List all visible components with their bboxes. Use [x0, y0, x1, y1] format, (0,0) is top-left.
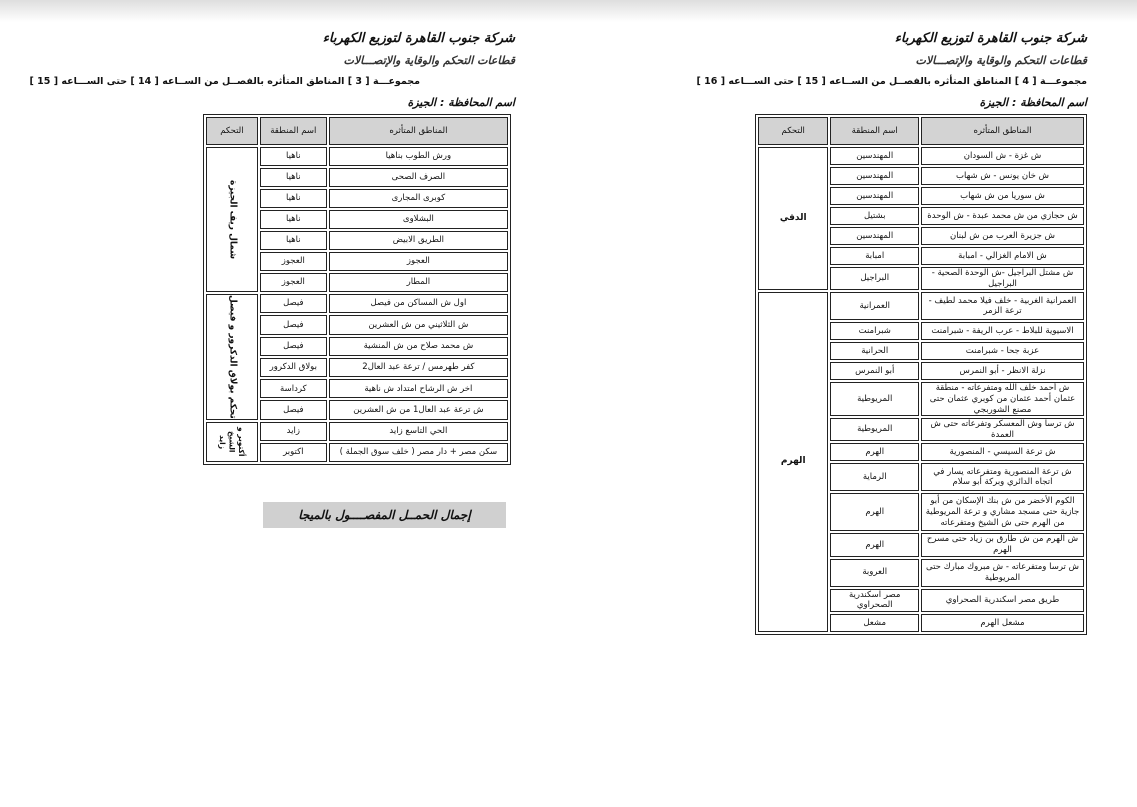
area-cell: الصرف الصحى: [329, 168, 508, 187]
region-cell: الرماية: [830, 463, 919, 491]
area-cell: ش مشتل البراجيل -ش الوحدة الصحية - البراجيل: [921, 267, 1084, 290]
area-cell: مشعل الهرم: [921, 614, 1084, 632]
area-cell: عزبة جحا - شبرامنت: [921, 342, 1084, 360]
region-cell: ناهيا: [260, 231, 327, 250]
region-cell: البراجيل: [830, 267, 919, 290]
company-name: شركة جنوب القاهرة لتوزيع الكهرباء: [322, 31, 515, 46]
region-cell: مصر اسكندرية الصحراوي: [830, 589, 919, 612]
control-name: الدقي: [779, 213, 807, 223]
region-cell: مشعل: [830, 614, 919, 632]
control-name: تحكم بولاق الدكرور و فيصل: [227, 295, 238, 419]
area-cell: كفر طهرمس / ترعة عبد العال2: [329, 358, 508, 377]
area-cell: ش جزيرة العرب من ش لبنان: [921, 227, 1084, 245]
group-4-page: [696, 28, 1087, 635]
area-cell: العجوز: [329, 252, 508, 271]
area-cell: اخر ش الرشاح امتداد ش ناهية: [329, 379, 508, 398]
area-cell: المطار: [329, 273, 508, 292]
area-cell: ش الهرم من ش طارق بن زياد حتى مسرح الهرم: [921, 533, 1084, 556]
region-cell: الهرم: [830, 443, 919, 461]
area-cell: ش ترسا وش المعسكر وتفرعاته حتى ش العمدة: [921, 418, 1084, 441]
group-heading: مجموعـــة [ 4 ] المناطق المتأثره بالفصــل من الســاعه [ 15 ] حتى الســـاعه [ 16 ]: [696, 76, 1087, 87]
area-cell: البشلاوى: [329, 210, 508, 229]
region-cell: اكتوبر: [260, 443, 327, 462]
region-cell: المهندسين: [830, 187, 919, 205]
governorate-name: اسم المحافظة : الجيزة: [979, 96, 1087, 109]
region-cell: العجوز: [260, 252, 327, 271]
total-load-label: إجمال الحمــل المفصــــول بالميجا: [263, 502, 506, 528]
area-cell: ورش الطوب بناهيا: [329, 147, 508, 166]
control-name: أكتوبر و الشيخ زايد: [218, 427, 246, 457]
region-cell: فيصل: [260, 315, 327, 334]
header-control: التحكم: [206, 117, 258, 145]
region-cell: فيصل: [260, 400, 327, 419]
region-cell: المهندسين: [830, 167, 919, 185]
region-cell: العمرانية: [830, 292, 919, 320]
area-cell: اول ش المساكن من فيصل: [329, 294, 508, 313]
control-name: الهرم: [780, 456, 806, 467]
area-cell: طريق مصر اسكندرية الصحراوي: [921, 589, 1084, 612]
area-cell: ش ترسا ومتفرعاته - ش مبروك مبارك حتى المريوطية: [921, 559, 1084, 587]
region-cell: كرداسة: [260, 379, 327, 398]
control-cell: [758, 292, 828, 632]
area-cell: ش محمد صلاح من ش المنشية: [329, 337, 508, 356]
area-cell: سكن مصر + دار مصر ( خلف سوق الجملة ): [329, 443, 508, 462]
header-affected-areas: المناطق المتأثره: [329, 117, 508, 145]
area-cell: الكوم الأخضر من ش بنك الإسكان من أبو جازية حتى مسجد مشاري و ترعة المريوطية من الهرم حتى ش الشيخ ومتفرعاته: [921, 493, 1084, 531]
control-cell: [758, 147, 828, 290]
control-name: شمال ريف الجيزة: [227, 179, 238, 260]
region-cell: ناهيا: [260, 210, 327, 229]
sector-name: قطاعات التحكم والوقاية والإتصـــالات: [343, 54, 515, 67]
area-cell: الطريق الابيض: [329, 231, 508, 250]
area-cell: ش ترعة عبد العال1 من ش العشرين: [329, 400, 508, 419]
region-cell: بشتيل: [830, 207, 919, 225]
region-cell: الهرم: [830, 533, 919, 556]
area-cell: ش الامام الغزالي - امبابة: [921, 247, 1084, 265]
region-cell: العجوز: [260, 273, 327, 292]
region-cell: الحرانية: [830, 342, 919, 360]
region-cell: فيصل: [260, 294, 327, 313]
company-name: شركة جنوب القاهرة لتوزيع الكهرباء: [894, 31, 1087, 46]
area-cell: ش ترعة السيسي - المنصورية: [921, 443, 1084, 461]
control-cell: [206, 294, 258, 420]
region-cell: المهندسين: [830, 147, 919, 165]
region-cell: المريوطية: [830, 382, 919, 416]
group-heading: مجموعـــة [ 3 ] المناطق المتأثره بالفصــل من الســاعه [ 14 ] حتى الســـاعه [ 15 ]: [29, 76, 420, 87]
area-cell: الحي التاسع زايد: [329, 422, 508, 441]
area-cell: نزلة الانظر - أبو النمرس: [921, 362, 1084, 380]
region-cell: ناهيا: [260, 189, 327, 208]
area-cell: كوبرى المجارى: [329, 189, 508, 208]
region-cell: المهندسين: [830, 227, 919, 245]
governorate-name: اسم المحافظة : الجيزة: [407, 96, 515, 109]
header-region-name: اسم المنطقة: [830, 117, 919, 145]
region-cell: المريوطية: [830, 418, 919, 441]
region-cell: ناهيا: [260, 147, 327, 166]
area-cell: ش الثلاثيني من ش العشرين: [329, 315, 508, 334]
region-cell: فيصل: [260, 337, 327, 356]
region-cell: ناهيا: [260, 168, 327, 187]
region-cell: بولاق الدكرور: [260, 358, 327, 377]
area-cell: ش غزة - ش السودان: [921, 147, 1084, 165]
control-cell: [206, 147, 258, 292]
area-cell: ش سوريا من ش شهاب: [921, 187, 1084, 205]
control-cell: [206, 422, 258, 462]
region-cell: زايد: [260, 422, 327, 441]
area-cell: العمرانية الغربية - خلف فيلا محمد لطيف - ترعة الزمر: [921, 292, 1084, 320]
area-cell: الاسيوية للبلاط - عرب الريفة - شبرامنت: [921, 322, 1084, 340]
group-3-page: [29, 28, 515, 465]
region-cell: العروبة: [830, 559, 919, 587]
area-cell: ش أحمد خلف الله ومتفرعاته - منطقة عثمان أحمد عثمان من كوبري عثمان حتى مصنع الشوربجي: [921, 382, 1084, 416]
region-cell: امبابة: [830, 247, 919, 265]
affected-areas-table: [755, 114, 1087, 635]
region-cell: الهرم: [830, 493, 919, 531]
header-affected-areas: المناطق المتأثره: [921, 117, 1084, 145]
region-cell: أبو النمرس: [830, 362, 919, 380]
affected-areas-table: [203, 114, 511, 465]
area-cell: ش ترعة المنصورية ومتفرعاته يسار في اتجاه الدائري وبركة أبو سلام: [921, 463, 1084, 491]
area-cell: ش حجازي من ش محمد عبدة - ش الوحدة: [921, 207, 1084, 225]
scan-shadow: [0, 0, 1137, 22]
region-cell: شبرامنت: [830, 322, 919, 340]
header-region-name: اسم المنطقة: [260, 117, 327, 145]
header-control: التحكم: [758, 117, 828, 145]
area-cell: ش خان يونس - ش شهاب: [921, 167, 1084, 185]
sector-name: قطاعات التحكم والوقاية والإتصـــالات: [915, 54, 1087, 67]
